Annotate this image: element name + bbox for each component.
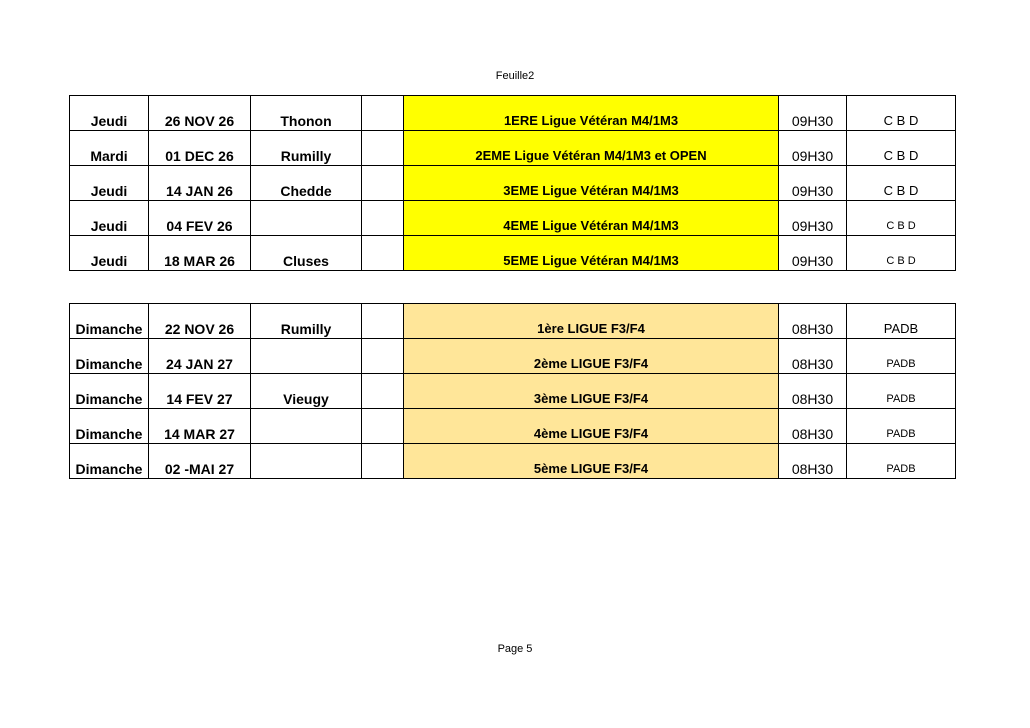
- blank-cell: [362, 304, 404, 339]
- place-cell: [251, 339, 362, 374]
- date-cell: 22 NOV 26: [149, 304, 251, 339]
- event-cell: 3ème LIGUE F3/F4: [404, 374, 779, 409]
- day-cell: Dimanche: [70, 409, 149, 444]
- ligue-schedule-table: [69, 303, 956, 479]
- place-cell: [251, 409, 362, 444]
- blank-cell: [362, 339, 404, 374]
- day-cell: Jeudi: [70, 201, 149, 236]
- time-cell: 08H30: [779, 374, 847, 409]
- time-cell: 09H30: [779, 236, 847, 271]
- date-cell: 18 MAR 26: [149, 236, 251, 271]
- day-cell: Jeudi: [70, 166, 149, 201]
- table-row: [70, 201, 956, 236]
- table-row: [70, 339, 956, 374]
- place-cell: [251, 444, 362, 479]
- blank-cell: [362, 236, 404, 271]
- blank-cell: [362, 374, 404, 409]
- table-row: [70, 236, 956, 271]
- table-row: [70, 374, 956, 409]
- date-cell: 14 FEV 27: [149, 374, 251, 409]
- blank-cell: [362, 409, 404, 444]
- place-cell: Vieugy: [251, 374, 362, 409]
- date-cell: 26 NOV 26: [149, 96, 251, 131]
- time-cell: 09H30: [779, 201, 847, 236]
- club-cell: C B D: [847, 166, 956, 201]
- blank-cell: [362, 131, 404, 166]
- place-cell: Cluses: [251, 236, 362, 271]
- table-row: [70, 304, 956, 339]
- event-cell: 5ème LIGUE F3/F4: [404, 444, 779, 479]
- table-row: [70, 96, 956, 131]
- event-cell: 1ERE Ligue Vétéran M4/1M3: [404, 96, 779, 131]
- club-cell: C B D: [847, 96, 956, 131]
- club-cell: C B D: [847, 131, 956, 166]
- time-cell: 09H30: [779, 166, 847, 201]
- club-cell: PADB: [847, 304, 956, 339]
- day-cell: Jeudi: [70, 96, 149, 131]
- day-cell: Dimanche: [70, 444, 149, 479]
- table-row: [70, 409, 956, 444]
- event-cell: 2EME Ligue Vétéran M4/1M3 et OPEN: [404, 131, 779, 166]
- time-cell: 09H30: [779, 131, 847, 166]
- date-cell: 02 -MAI 27: [149, 444, 251, 479]
- event-cell: 4ème LIGUE F3/F4: [404, 409, 779, 444]
- date-cell: 24 JAN 27: [149, 339, 251, 374]
- time-cell: 08H30: [779, 444, 847, 479]
- table-row: [70, 131, 956, 166]
- place-cell: Rumilly: [251, 131, 362, 166]
- day-cell: Mardi: [70, 131, 149, 166]
- event-cell: 3EME Ligue Vétéran M4/1M3: [404, 166, 779, 201]
- page-number: Page 5: [497, 643, 533, 655]
- date-cell: 14 MAR 27: [149, 409, 251, 444]
- club-cell: PADB: [847, 444, 956, 479]
- day-cell: Dimanche: [70, 304, 149, 339]
- event-cell: 5EME Ligue Vétéran M4/1M3: [404, 236, 779, 271]
- date-cell: 04 FEV 26: [149, 201, 251, 236]
- club-cell: PADB: [847, 339, 956, 374]
- time-cell: 08H30: [779, 304, 847, 339]
- time-cell: 08H30: [779, 339, 847, 374]
- club-cell: PADB: [847, 374, 956, 409]
- blank-cell: [362, 166, 404, 201]
- place-cell: Rumilly: [251, 304, 362, 339]
- club-cell: C B D: [847, 201, 956, 236]
- day-cell: Dimanche: [70, 374, 149, 409]
- event-cell: 1ère LIGUE F3/F4: [404, 304, 779, 339]
- date-cell: 01 DEC 26: [149, 131, 251, 166]
- place-cell: [251, 201, 362, 236]
- blank-cell: [362, 444, 404, 479]
- table-row: [70, 444, 956, 479]
- blank-cell: [362, 201, 404, 236]
- club-cell: PADB: [847, 409, 956, 444]
- event-cell: 4EME Ligue Vétéran M4/1M3: [404, 201, 779, 236]
- time-cell: 09H30: [779, 96, 847, 131]
- table-row: [70, 166, 956, 201]
- day-cell: Jeudi: [70, 236, 149, 271]
- sheet-title: Feuille2: [495, 70, 535, 82]
- veteran-schedule-table: [69, 95, 956, 271]
- blank-cell: [362, 96, 404, 131]
- day-cell: Dimanche: [70, 339, 149, 374]
- place-cell: Chedde: [251, 166, 362, 201]
- club-cell: C B D: [847, 236, 956, 271]
- place-cell: Thonon: [251, 96, 362, 131]
- time-cell: 08H30: [779, 409, 847, 444]
- event-cell: 2ème LIGUE F3/F4: [404, 339, 779, 374]
- date-cell: 14 JAN 26: [149, 166, 251, 201]
